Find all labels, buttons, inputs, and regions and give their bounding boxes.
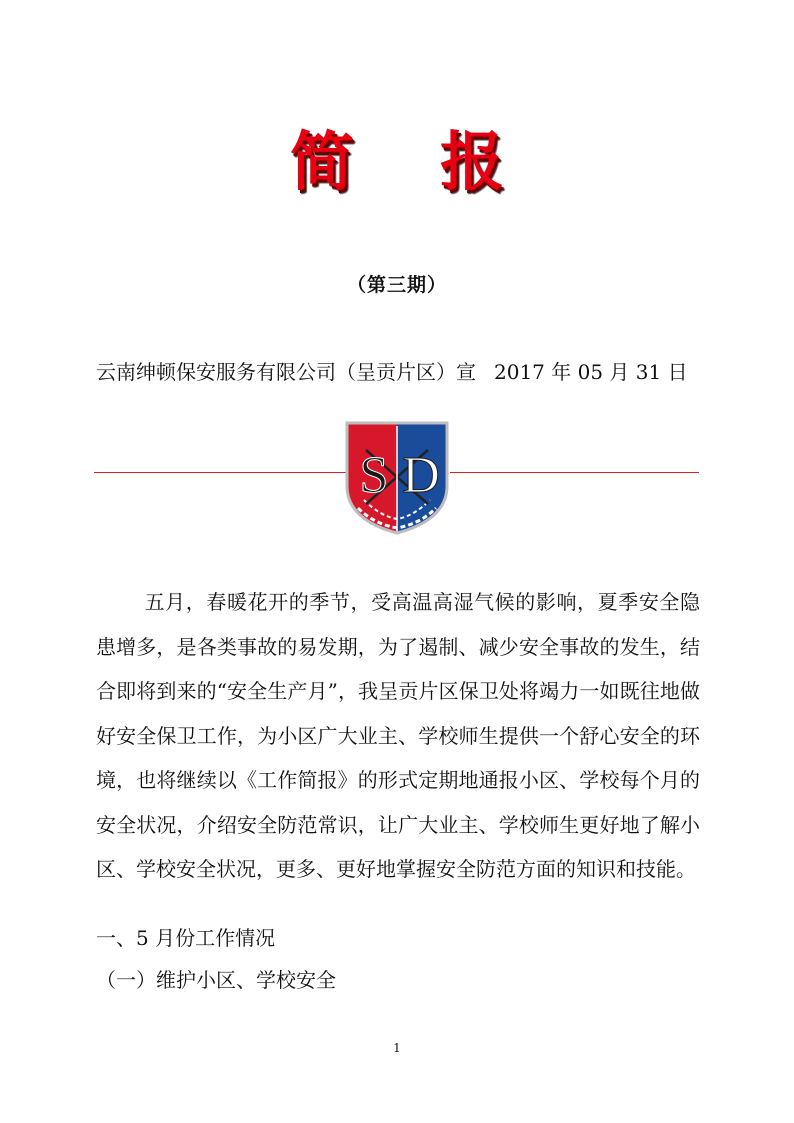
section-heading-1: 一、5 月份工作情况 xyxy=(96,926,276,950)
intro-paragraph xyxy=(96,580,700,892)
logo-letter-s: S xyxy=(359,447,389,504)
shield-icon xyxy=(344,420,450,536)
red-rule-right xyxy=(450,472,699,473)
issue-number: （第三期） xyxy=(346,274,447,296)
company-shield-logo xyxy=(344,420,450,536)
logo-letter-d: D xyxy=(402,447,440,504)
publisher-name: 云南绅顿保安服务有限公司（呈贡片区）宣 xyxy=(96,360,476,384)
document-title xyxy=(0,118,794,208)
intro-paragraph-text: 五月，春暖花开的季节，受高温高湿气候的影响，夏季安全隐患增多，是各类事故的易发期，为了遏制、减少安全事故的发生，结合即将到来的“安全生产月”，我呈贡片区保卫处将竭力一如既往地做好安全保卫工作，为小区广大业主、学校师生提供一个舒心安全的环境，也将继续以《工作简报》的形式定期地通报小区、学校每个月的安全状况，介绍安全防范常识，让广大业主、学校师生更好地了解小区、学校安全状况，更多、更好地掌握安全防范方面的知识和技能。 xyxy=(96,590,700,881)
title-char-1: 简 xyxy=(290,126,354,200)
page-number: 1 xyxy=(393,1041,401,1055)
subsection-heading-1: （一）维护小区、学校安全 xyxy=(96,968,336,992)
red-rule-left xyxy=(94,472,346,473)
publisher-line xyxy=(96,356,716,385)
publish-date: 2017 年 05 月 31 日 xyxy=(494,360,688,384)
title-char-2: 报 xyxy=(440,126,504,200)
